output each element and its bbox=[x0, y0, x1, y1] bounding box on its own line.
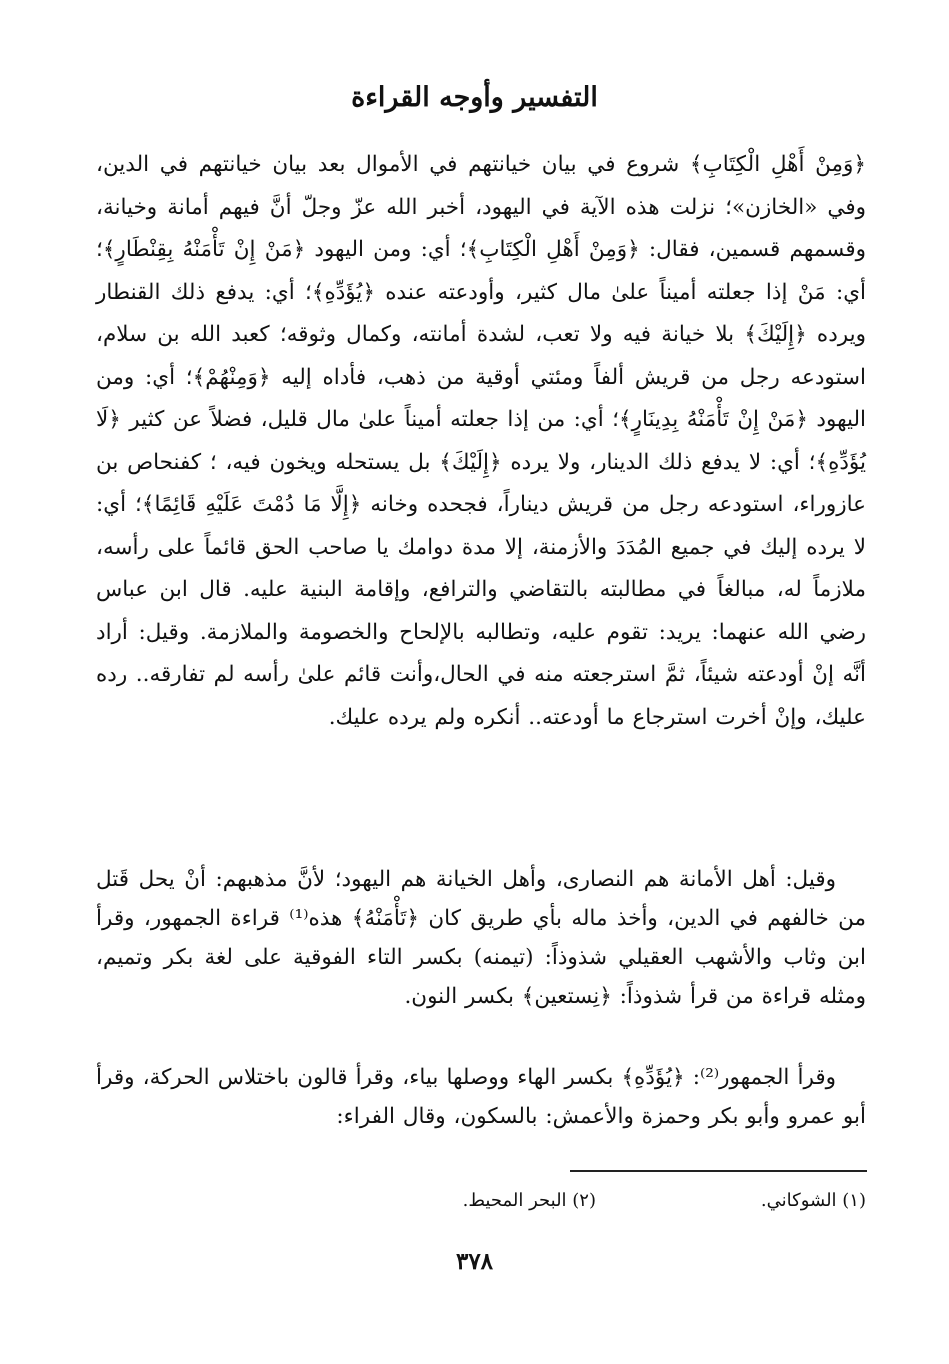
page-title: التفسير وأوجه القراءة bbox=[351, 82, 598, 113]
footnote-2: (٢) البحر المحيط. bbox=[462, 1190, 596, 1211]
paragraph-2-text: وقيل: أهل الأمانة هم النصارى، وأهل الخيانة هم اليهود؛ لأنَّ مذهبهم: أنْ يحل قَتل من خالفهم في الدين، وأخذ ماله بأي طريق كان ﴿تَأْمَنْهُ﴾ هذه⁽¹⁾ قراءة الجمهور، وقرأ ابن وثاب والأشهب العقيلي شذوذاً: (تيمنه) بكسر التاء الفوقية على لغة بكر وتميم، ومثله قراءة من قرأ شذوذاً: ﴿نِستعين﴾ بكسر النون. bbox=[96, 867, 866, 1009]
page-number: ٣٧٨ bbox=[455, 1248, 494, 1275]
paragraph-2 bbox=[96, 860, 866, 1016]
paragraph-3-text: وقرأ الجمهور⁽²⁾: ﴿يُؤَدِّهِ﴾ بكسر الهاء ووصلها بياء، وقرأ قالون باختلاس الحركة، وقرأ أبو عمرو وأبو بكر وحمزة والأعمش: بالسكون، وقال الفراء: bbox=[96, 1065, 866, 1129]
footnote-1: (١) الشوكاني. bbox=[760, 1190, 866, 1211]
paragraph-3 bbox=[96, 1058, 866, 1136]
paragraph-1 bbox=[96, 144, 866, 739]
paragraph-1-text: ﴿وَمِنْ أَهْلِ الْكِتَابِ﴾ شروع في بيان خيانتهم في الأموال بعد بيان خيانتهم في الدين، وفي «الخازن»؛ نزلت هذه الآية في اليهود، أخبر الله عزّ وجلّ أنَّ فيهم أمانة وخيانة، وقسمهم قسمين، فقال: ﴿وَمِنْ أَهْلِ الْكِتَابِ﴾؛ أي: ومن اليهود ﴿مَنْ إِنْ تَأْمَنْهُ بِقِنْطَارٍ﴾؛ أي: مَنْ إذا جعلته أميناً علىٰ مال كثير، وأودعته عنده ﴿يُؤَدِّهِ﴾؛ أي: يدفع ذلك القنطار ويرده ﴿إِلَيْكَ﴾ بلا خيانة فيه ولا تعب، لشدة أمانته، وكمال وثوقه؛ كعبد الله بن سلام، استودعه رجل من قريش ألفاً ومئتي أوقية من ذهب، فأداه إليه ﴿وَمِنْهُمْ﴾؛ أي: ومن اليهود ﴿مَنْ إِنْ تَأْمَنْهُ بِدِينَارٍ﴾؛ أي: من إذا جعلته أميناً علىٰ مال قليل، فضلاً عن كثير ﴿لَا يُؤَدِّهِ﴾؛ أي: لا يدفع ذلك الدينار، ولا يرده ﴿إِلَيْكَ﴾ بل يستحله ويخون فيه، ؛ كفنحاص بن عازوراء، استودعه رجل من قريش ديناراً، فجحده وخانه ﴿إِلَّا مَا دُمْتَ عَلَيْهِ قَائِمًا﴾؛ أي: لا يرده إليك في جميع المُدَدَ والأزمنة، إلا مدة دوامك يا صاحب الحق قائماً على رأسه، ملازماً له، مبالغاً في مطالبته بالتقاضي والترافع، وإقامة البنية عليه. قال ابن عباس رضي الله عنهما: يريد: تقوم عليه، وتطالبه بالإلحاح والخصومة والملازمة. وقيل: أراد أنَّه إنْ أودعته شيئاً، ثمَّ استرجعته منه في الحال،وأنت قائم علىٰ رأسه لم تفارقه.. رده عليك، وإنْ أخرت استرجاع ما أودعته.. أنكره ولم يرده عليك. bbox=[96, 152, 866, 730]
footnote-divider bbox=[570, 1170, 867, 1172]
